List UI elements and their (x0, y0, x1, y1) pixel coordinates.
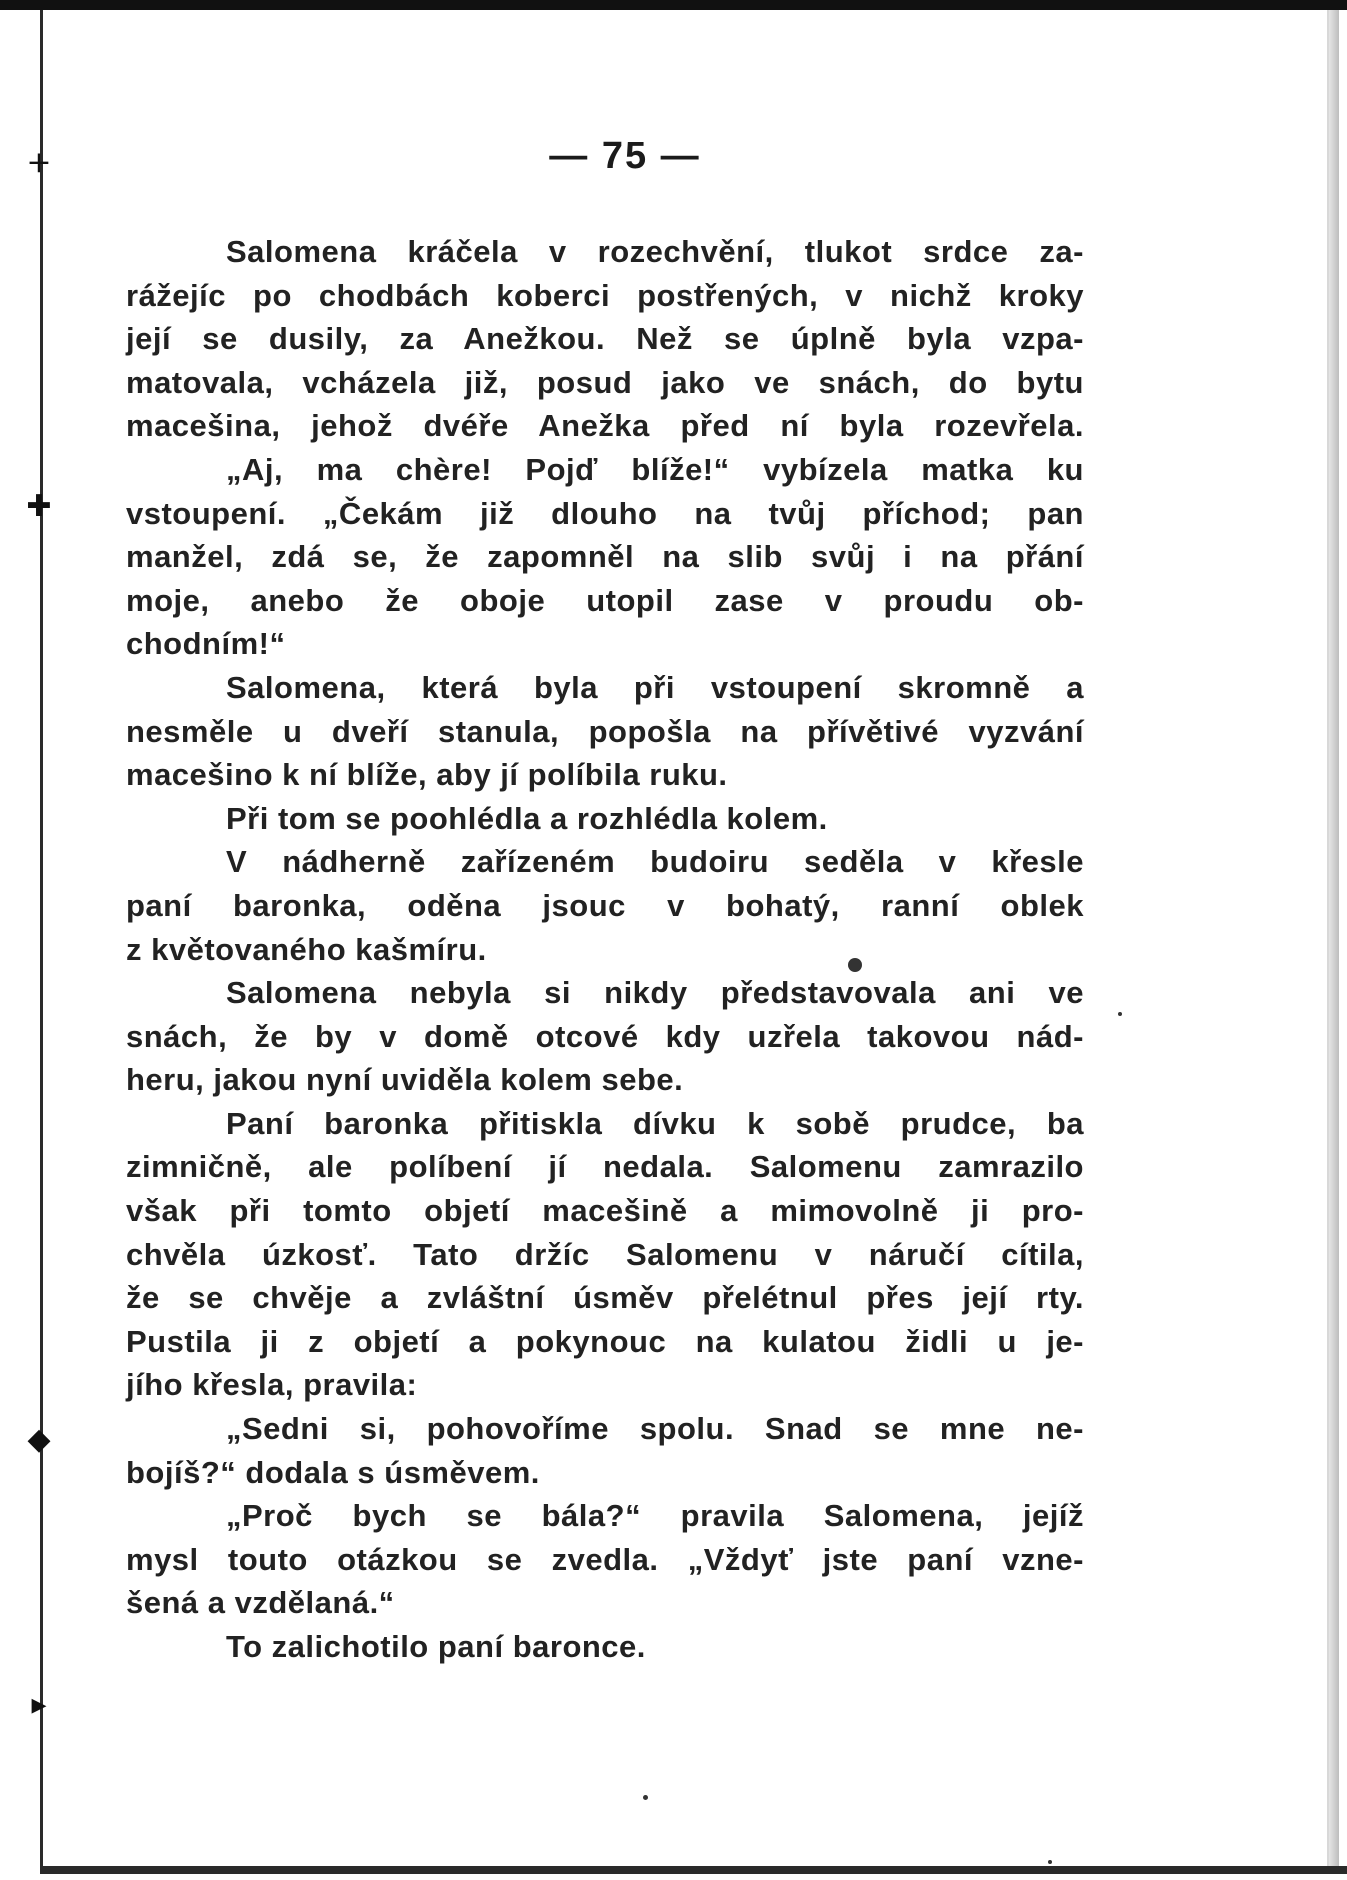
text-line: Salomena nebyla si nikdy představovala ani ve (226, 975, 1084, 1011)
text-line: šená a vzdělaná.“ (126, 1585, 395, 1621)
text-line: V nádherně zařízeném budoiru seděla v křesle (226, 844, 1084, 880)
text-line: chodním!“ (126, 626, 286, 662)
scan-frame-top (0, 0, 1347, 10)
text-line: bojíš?“ dodala s úsměvem. (126, 1454, 540, 1490)
binding-mark-2: ✚ (26, 489, 52, 524)
page-body-text (126, 230, 1084, 1669)
text-line: „Sedni si, pohovoříme spolu. Snad se mne ne- (226, 1411, 1084, 1447)
text-line: macešina, jehož dvéře Anežka před ní byla rozevřela. (126, 408, 1084, 444)
text-line: rážejíc po chodbách koberci postřených, v nichž kroky (126, 277, 1084, 313)
binding-mark-1: + (26, 145, 52, 180)
text-line: matovala, vcházela již, posud jako ve snách, do bytu (126, 364, 1084, 400)
text-line: manžel, zdá se, že zapomněl na slib svůj i na přání (126, 539, 1084, 575)
page-number: — 75 — (549, 135, 701, 177)
text-line: „Proč bych se bála?“ pravila Salomena, jejíž (226, 1498, 1084, 1534)
text-line: moje, anebo že oboje utopil zase v proudu ob- (126, 582, 1084, 618)
scan-frame-right (1329, 10, 1339, 1866)
text-line: paní baronka, oděna jsouc v bohatý, ranní oblek (126, 887, 1084, 923)
text-line: jího křesla, pravila: (126, 1367, 418, 1403)
text-line: že se chvěje a zvláštní úsměv přelétnul přes její rty. (126, 1280, 1084, 1316)
binding-mark-3: ◆ (27, 1422, 51, 1457)
text-line: macešino k ní blíže, aby jí políbila ruku. (126, 757, 728, 793)
ink-speck (643, 1795, 648, 1800)
text-line: chvěla úzkosť. Tato držíc Salomenu v náručí cítila, (126, 1236, 1084, 1272)
text-line: snách, že by v domě otcové kdy uzřela takovou nád- (126, 1018, 1084, 1054)
text-line: však při tomto objetí macešině a mimovolně ji pro- (126, 1193, 1084, 1229)
ink-speck (848, 958, 862, 972)
text-line: zimničně, ale políbení jí nedala. Salomenu zamrazilo (126, 1149, 1084, 1185)
text-line: Salomena kráčela v rozechvění, tlukot srdce za- (226, 234, 1084, 269)
text-line: Při tom se poohlédla a rozhlédla kolem. (226, 800, 828, 836)
text-line: mysl touto otázkou se zvedla. „Vždyť jste paní vzne- (126, 1541, 1084, 1577)
text-line: vstoupení. „Čekám již dlouho na tvůj příchod; pan (126, 495, 1084, 531)
page-edge (1327, 10, 1329, 1866)
scan-frame-bottom (40, 1866, 1347, 1874)
text-line: její se dusily, za Anežkou. Než se úplně byla vzpa- (126, 321, 1084, 357)
ink-speck (1048, 1860, 1052, 1864)
text-line: To zalichotilo paní baronce. (226, 1629, 646, 1664)
text-line: Salomena, která byla při vstoupení skromně a (226, 669, 1084, 705)
text-line: „Aj, ma chère! Pojď blíže!“ vybízela matka ku (226, 451, 1084, 487)
text-line: z květovaného kašmíru. (126, 931, 487, 967)
binding-mark-4: ▸ (31, 1687, 47, 1722)
ink-speck (1118, 1012, 1122, 1016)
text-line: nesměle u dveří stanula, popošla na přívětivé vyzvání (126, 713, 1084, 749)
text-line: heru, jakou nyní uviděla kolem sebe. (126, 1062, 684, 1098)
text-line: Pustila ji z objetí a pokynouc na kulatou židli u je- (126, 1323, 1084, 1359)
scan-frame-left (40, 10, 43, 1870)
text-line: Paní baronka přitiskla dívku k sobě prudce, ba (226, 1105, 1084, 1141)
